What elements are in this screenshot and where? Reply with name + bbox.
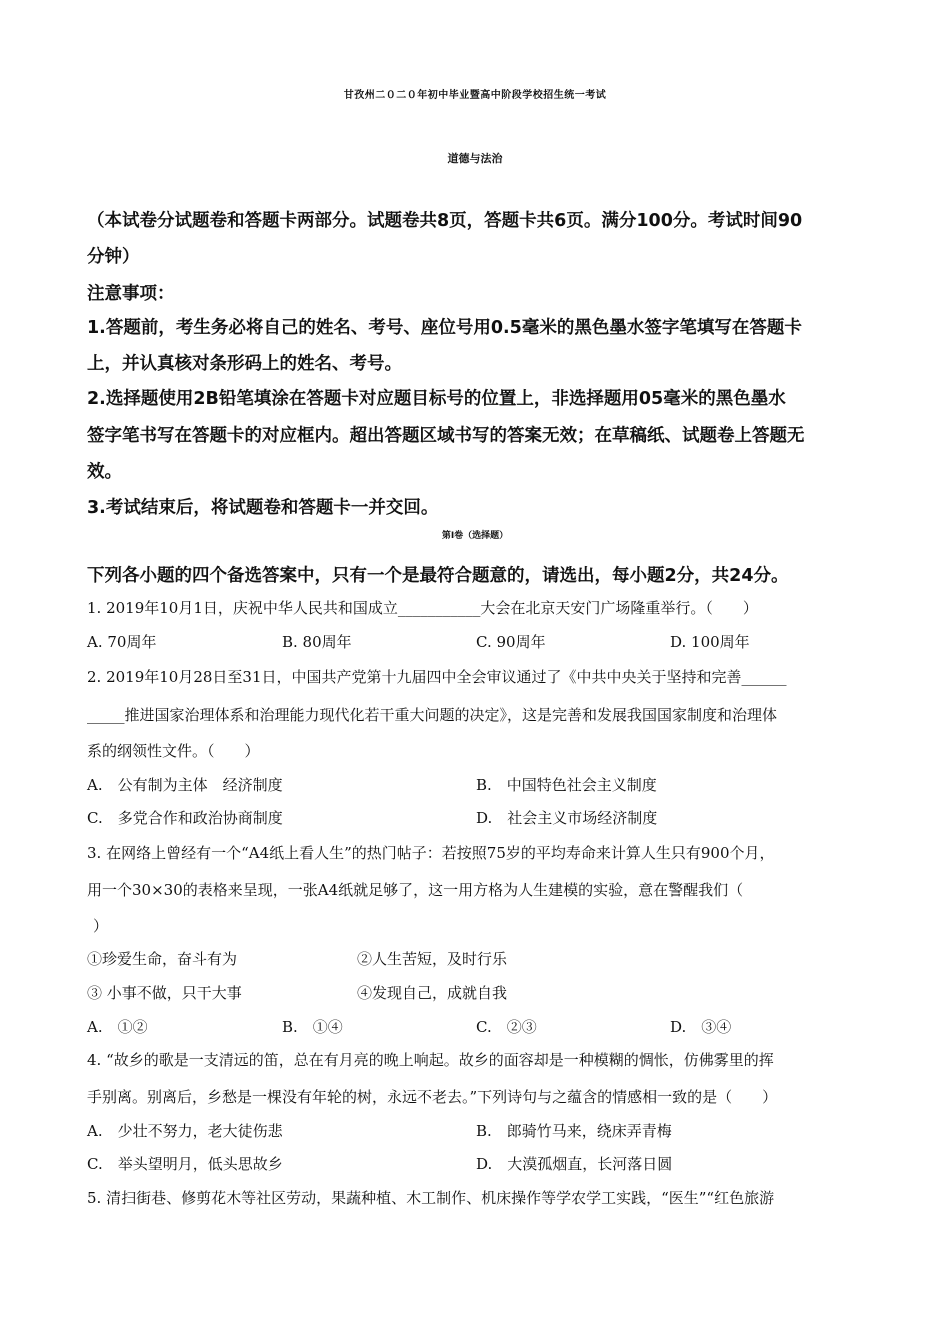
q4-stem-line-1: 4. “故乡的歌是一支清远的笛，总在有月亮的晚上响起。故乡的面容却是一种模糊的惆怅，仿佛雾里的挥 xyxy=(87,1051,774,1069)
q3-option-a: A. ①② xyxy=(87,1018,148,1036)
q2-option-a: A. 公有制为主体 经济制度 xyxy=(87,776,283,794)
q2-stem-line-2: _____推进国家治理体系和治理能力现代化若干重大问题的决定》，这是完善和发展我国国家制度和治理体 xyxy=(87,706,778,724)
q3-stem-line-2: 用一个30×30的表格来呈现，一张A4纸就足够了，这一用方格为人生建模的实验，意在警醒我们（ xyxy=(87,881,744,899)
q2-stem-line-3: 系的纲领性文件。（ ） xyxy=(87,742,260,760)
q1-option-b: B. 80周年 xyxy=(282,633,352,651)
q4-option-a: A. 少壮不努力，老大徒伤悲 xyxy=(87,1122,283,1140)
q1-option-c: C. 90周年 xyxy=(476,633,546,651)
q3-stem-line-3: ） xyxy=(93,917,109,935)
notes-heading: 注意事项： xyxy=(87,284,175,304)
note-2-line-2: 签字笔书写在答题卡的对应框内。超出答题区域书写的答案无效；在草稿纸、试题卷上答题无 xyxy=(87,426,805,446)
section-instruction: 下列各小题的四个备选答案中，只有一个是最符合题意的，请选出，每小题2分，共24分。 xyxy=(87,566,789,586)
q3-statement-2: ②人生苦短，及时行乐 xyxy=(357,950,508,968)
note-2-line-1: 2.选择题使用2B铅笔填涂在答题卡对应题目标号的位置上，非选择题用05毫米的黑色墨水 xyxy=(87,389,786,409)
q2-option-b: B. 中国特色社会主义制度 xyxy=(476,776,657,794)
q2-stem-line-1: 2. 2019年10月28日至31日，中国共产党第十九届四中全会审议通过了《中共中央关于坚持和完善______ xyxy=(87,668,787,686)
section-title: 第I卷（选择题） xyxy=(441,531,509,541)
q3-option-c: C. ②③ xyxy=(476,1018,537,1036)
q5-stem-line-1: 5. 清扫街巷、修剪花木等社区劳动，果蔬种植、木工制作、机床操作等学农学工实践，“医生”“红色旅游 xyxy=(87,1189,775,1207)
note-3: 3.考试结束后，将试题卷和答题卡一并交回。 xyxy=(87,498,439,518)
intro-line-1: （本试卷分试题卷和答题卡两部分。试题卷共8页，答题卡共6页。满分100分。考试时间90 xyxy=(87,211,803,231)
q3-statement-4: ④发现自己，成就自我 xyxy=(357,984,508,1002)
q3-option-d: D. ③④ xyxy=(670,1018,732,1036)
subject-title: 道德与法治 xyxy=(447,152,503,165)
q3-stem-line-1: 3. 在网络上曾经有一个“A4纸上看人生”的热门帖子：若按照75岁的平均寿命来计算人生只有900个月， xyxy=(87,844,775,862)
q1-option-a: A. 70周年 xyxy=(87,633,157,651)
q1-option-d: D. 100周年 xyxy=(670,633,750,651)
q2-option-c: C. 多党合作和政治协商制度 xyxy=(87,809,283,827)
q2-option-d: D. 社会主义市场经济制度 xyxy=(476,809,658,827)
q4-option-b: B. 郎骑竹马来，绕床弄青梅 xyxy=(476,1122,672,1140)
q3-statement-1: ①珍爱生命，奋斗有为 xyxy=(87,950,238,968)
exam-title: 甘孜州二０二０年初中毕业暨高中阶段学校招生统一考试 xyxy=(343,90,607,101)
q1-stem: 1. 2019年10月1日，庆祝中华人民共和国成立___________大会在北京天安门广场隆重举行。（ ） xyxy=(87,599,758,617)
q4-option-c: C. 举头望明月，低头思故乡 xyxy=(87,1155,283,1173)
note-2-line-3: 效。 xyxy=(87,462,122,482)
note-1-line-2: 上，并认真核对条形码上的姓名、考号。 xyxy=(87,354,402,374)
note-1-line-1: 1.答题前，考生务必将自己的姓名、考号、座位号用0.5毫米的黑色墨水签字笔填写在答题卡 xyxy=(87,318,802,338)
intro-line-2: 分钟） xyxy=(87,247,140,267)
q4-stem-line-2: 手别离。别离后，乡愁是一棵没有年轮的树，永远不老去。”下列诗句与之蕴含的情感相一致的是（ ） xyxy=(87,1088,778,1106)
q4-option-d: D. 大漠孤烟直，长河落日圆 xyxy=(476,1155,673,1173)
q3-statement-3: ③ 小事不做，只干大事 xyxy=(87,984,242,1002)
q3-option-b: B. ①④ xyxy=(282,1018,343,1036)
